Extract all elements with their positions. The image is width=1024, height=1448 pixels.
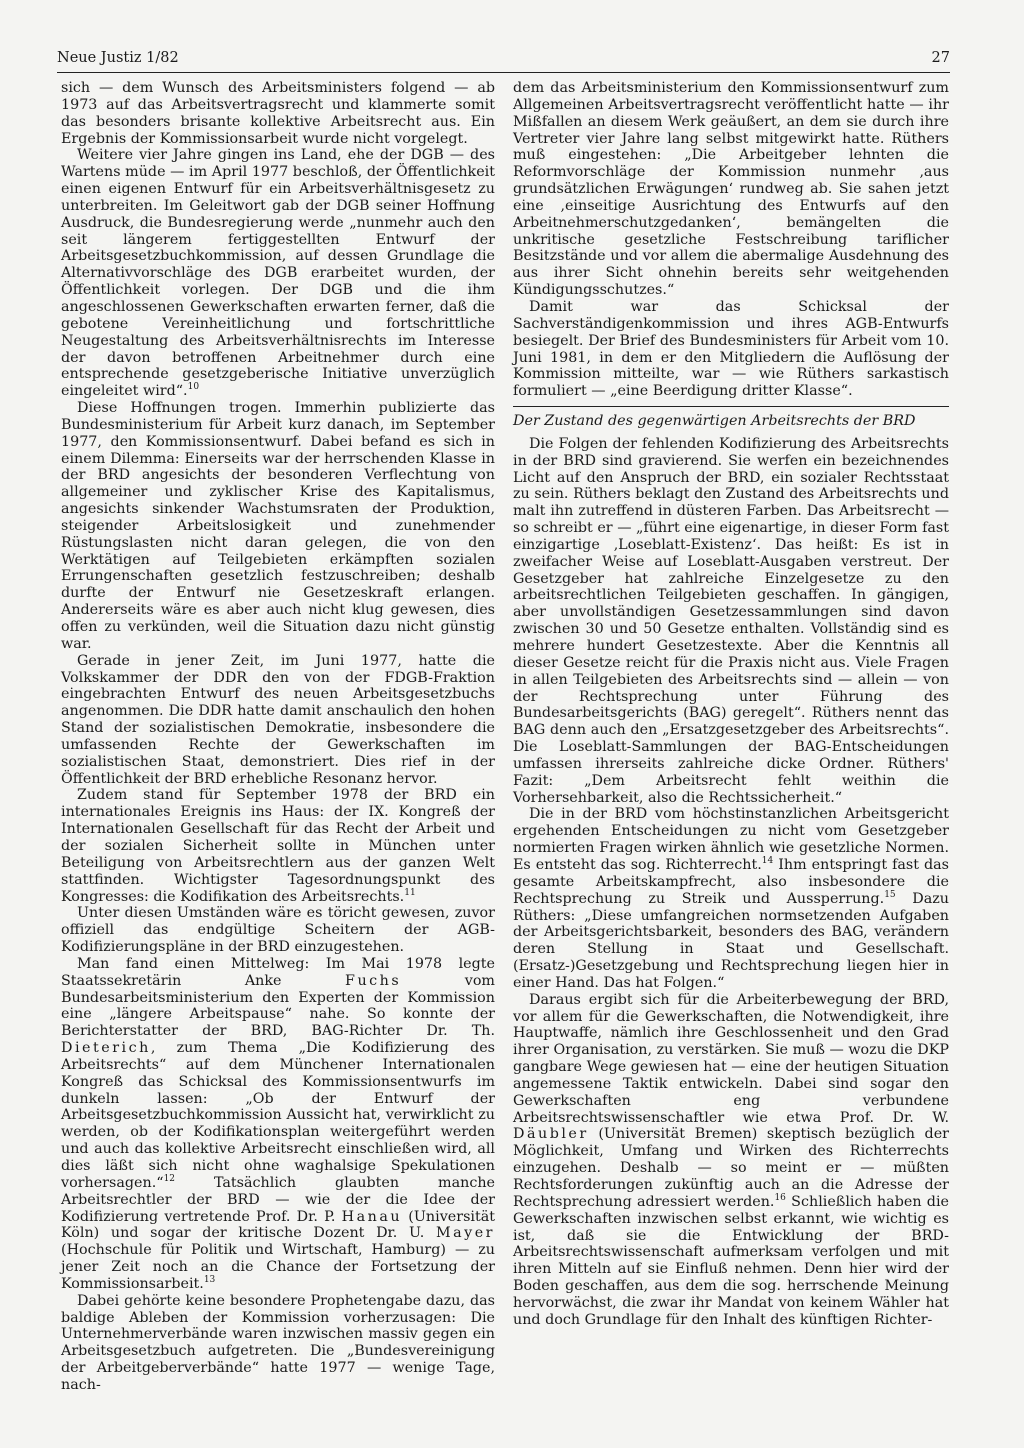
- footnote-ref: 15: [884, 889, 896, 900]
- paragraph: Diese Hoffnungen trogen. Immerhin publizierte das Bundesministerium für Arbeit kurz danach, im September 1977, den Kommissionsentwurf. Dabei befand es sich in einem Dilemma: Einerseits war der herrschenden Klasse in der BRD angesichts der besonderen Verflechtung von allgemeiner und zyklischer Krise des Kapitalismus, angesichts sinkender Wachstumsraten der Produktion, steigender Arbeitslosigkeit und zunehmender Rüstungslasten nicht daran gelegen, die von den Werktätigen auf Teilgebieten erkämpften sozialen Errungenschaften gesetzlich festzuschreiben; deshalb durfte der Entwurf nie Gesetzeskraft erlangen. Andererseits wäre es aber auch nicht klug gewesen, dies offen zu verkünden, weil die Situation dazu nicht günstig war.: [61, 400, 495, 652]
- paragraph-text: Tatsächlich glaubten manche Arbeitsrechtler der BRD — wie der die Idee der Kodifizierung vertretende Prof. Dr. P.: [61, 1174, 495, 1225]
- paragraph: Gerade in jener Zeit, im Juni 1977, hatte die Volkskammer der DDR den von der FDGB-Fraktion eingebrachten Entwurf des neuen Arbeitsgesetzbuchs angenommen. Die DDR hatte damit anschaulich den hohen Stand der sozialistischen Demokratie, insbesondere die umfassenden Rechte der Gewerkschaften im sozialistischen Staat, demonstriert. Dies rief in der Öffentlichkeit der BRD erhebliche Resonanz hervor.: [61, 652, 495, 787]
- paragraph: [61, 787, 495, 905]
- footnote-ref: 16: [774, 1193, 786, 1204]
- footnote-ref: 11: [404, 887, 416, 898]
- footnote-ref: 12: [163, 1174, 176, 1185]
- paragraph-text: Die in der BRD vom höchstinstanzlichen Arbeitsgericht ergehenden Entscheidungen zu nicht vom Gesetzgeber normierten Fragen wirken ähnlich wie gesetzliche Normen. Es entsteht das sog. Richterrecht.: [513, 806, 949, 873]
- paragraph-text: Daraus ergibt sich für die Arbeiterbewegung der BRD, vor allem für die Gewerkschaften, die Notwendigkeit, ihre Hauptwaffe, nämlich ihre Geschlossenheit und den Grad ihrer Organisation, zu verstärken. Sie muß — wozu die DKP gangbare Wege gewiesen hat — eine der heutigen Situation angemessene Taktik entwickeln. Dabei sind sogar den Gewerkschaften eng verbundene Arbeitsrechtswissenschaftler wie etwa Prof. Dr. W.: [513, 991, 949, 1126]
- paragraph-text: (Universität Bremen) skeptisch bezüglich der Möglichkeit, Umfang und Wirken des Richterrechts einzugehen. Deshalb — so meint er — müßten Rechtsforderungen zukünftig auch an die Adresse der Rechtsprechung adressiert werden.: [513, 1126, 949, 1210]
- person-name: Hanau: [341, 1208, 403, 1225]
- journal-title: Neue Justiz 1/82: [57, 50, 179, 66]
- paragraph-text: Zudem stand für September 1978 der BRD ein internationales Ereignis ins Haus: der IX. Kongreß der Internationalen Gesellschaft für das Recht der Arbeit und der sozialen Sicherheit sollte in München unter Beteiligung von Arbeitsrechtlern aus der ganzen Welt stattfinden. Wichtigster Tagesordnungspunkt des Kongresses: die Kodifikation des Arbeitsrechts.: [61, 787, 495, 905]
- paragraph: dem das Arbeitsministerium den Kommissionsentwurf zum Allgemeinen Arbeitsvertragsrecht veröffentlicht hatte — ihr Mißfallen an diesem Werk geäußert, an dem sie durch ihre Vertreter vier Jahre lang selbst mitgewirkt hatte. Rüthers muß eingestehen: „Die Arbeitgeber lehnten die Reformvorschläge der Kommission nunmehr ‚aus grundsätzlichen Erwägungen‘ rundweg ab. Sie sahen jetzt eine ‚einseitige Ausrichtung des Entwurfs auf den Arbeitnehmerschutzgedanken‘, bemängelten die unkritische gesetzliche Festschreibung tariflicher Besitzstände und vor allem die abermalige Ausdehnung des aus ihrer Sicht ohnehin bereits sehr weitgehenden Kündigungsschutzes.“: [513, 80, 949, 299]
- paragraph-text: Schließlich haben die Gewerkschaften inzwischen selbst erkannt, wie wichtig es ist, daß sie die Entwicklung der BRD-Arbeitsrechtswissenschaft aufmerksam verfolgen und mit ihren Mitteln auf sie Einfluß nehmen. Denn hier wird der Boden geschaffen, aus dem die sog. herrschende Meinung hervorwächst, die zwar ihr Mandat von keinem Wähler hat und doch Grundlage für den Inhalt des künftigen Richter-: [513, 1193, 949, 1328]
- paragraph-text: Weitere vier Jahre gingen ins Land, ehe der DGB — des Wartens müde — im April 1977 beschloß, der Öffentlichkeit einen eigenen Entwurf für ein Arbeitsverhältnisgesetz zu unterbreiten. Im Geleitwort gab der DGB seiner Hoffnung Ausdruck, die Bundesregierung werde „nunmehr auch den seit längerem fertiggestellten Entwurf der Arbeitsgesetzbuchkommission, auf dessen Grundlage die Alternativvorschläge des DGB erarbeitet wurden, der Öffentlichkeit vorlegen. Der DGB und die ihm angeschlossenen Gewerkschaften erwarten ferner, daß die gebotene Vereinheitlichung und fortschrittliche Neugestaltung des Arbeitsverhältnisrechts im Interesse der davon betroffenen Arbeitnehmer durch eine entsprechende gesetzgeberische Initiative unverzüglich eingeleitet wird“.: [61, 147, 495, 400]
- left-column: [61, 80, 495, 1394]
- paragraph-text: Man fand einen Mittelweg: Im Mai 1978 legte Staatssekretärin Anke: [61, 955, 495, 989]
- section-rule: [513, 406, 949, 407]
- section-heading: Der Zustand des gegenwärtigen Arbeitsrechts der BRD: [513, 413, 916, 430]
- header-rule: [57, 72, 950, 73]
- paragraph: [513, 806, 949, 991]
- paragraph: [513, 992, 949, 1329]
- paragraph-text: vom Bundesarbeitsministerium den Experten der Kommission eine „längere Arbeitspause“ nahe. So konnte der Berichterstatter der BRD, BAG-Richter Dr. Th.: [61, 972, 495, 1040]
- paragraph: [61, 956, 495, 1293]
- paragraph: sich — dem Wunsch des Arbeitsministers folgend — ab 1973 auf das Arbeitsvertragsrecht und klammerte somit das besonders brisante kollektive Arbeitsrecht aus. Ein Ergebnis der Kommissionsarbeit wurde nicht vorgelegt.: [61, 80, 495, 147]
- page-header: [57, 50, 950, 72]
- person-name: Dieterich: [61, 1040, 151, 1057]
- page-number: 27: [931, 50, 950, 66]
- paragraph-text: , zum Thema „Die Kodifizierung des Arbeitsrechts“ auf dem Münchener Internationalen Kongreß das Schicksal des Kommissionsentwurfs im dunkeln lassen: „Ob der Entwurf der Arbeitsgesetzbuchkommission Aussicht hat, verwirklicht zu werden, ob der Kodifikationsplan weitergeführt werden und auch das kollektive Arbeitsrecht einschließen wird, all dies läßt sich nicht ohne waghalsige Spekulationen vorhersagen.“: [61, 1040, 495, 1191]
- footnote-ref: 10: [187, 382, 200, 393]
- footnote-ref: 14: [761, 856, 774, 867]
- paragraph: Die Folgen der fehlenden Kodifizierung des Arbeitsrechts in der BRD sind gravierend. Sie werfen ein bezeichnendes Licht auf den Anspruch der BRD, ein sozialer Rechtsstaat zu sein. Rüthers beklagt den Zustand des Arbeitsrechts und malt ihn zutreffend in düsteren Farben. Das Arbeitsrecht — so schreibt er — „führt eine eigenartige, in dieser Form fast einzigartige ‚Loseblatt-Existenz‘. Das heißt: Es ist in zweifacher Weise auf Loseblatt-Ausgaben verstreut. Der Gesetzgeber hat zahlreiche Einzelgesetze zu den arbeitsrechtlichen Teilgebieten geschaffen. In gängigen, aber unvollständigen Gesetzessammlungen sind davon zwischen 30 und 50 Gesetze enthalten. Vollständig sind es mehrere hundert Gesetzestexte. Aber die Kenntnis all dieser Gesetze reicht für die Praxis nicht aus. Viele Fragen in allen Teilgebieten des Arbeitsrechts sind — allein — von der Rechtsprechung unter Führung des Bundesarbeitsgerichts (BAG) geregelt“. Rüthers nennt das BAG denn auch den „Ersatzgesetzgeber des Arbeitsrechts“. Die Loseblatt-Sammlungen der BAG-Entscheidungen umfassen ihrerseits zahlreiche dicke Ordner. Rüthers' Fazit: „Dem Arbeitsrecht fehlt weithin die Vorhersehbarkeit, also die Rechtssicherheit.“: [513, 435, 950, 806]
- paragraph: Unter diesen Umständen wäre es töricht gewesen, zuvor offiziell das endgültige Scheitern der AGB-Kodifizierungspläne in der BRD einzugestehen.: [61, 905, 495, 956]
- paragraph-text: Ihm entspringt fast das gesamte Arbeitskampfrecht, also insbesondere die Rechtsprechung zu Streik und Aussperrung.: [513, 856, 949, 907]
- person-name: Mayer: [435, 1225, 495, 1242]
- paragraph-text: (Universität Köln) und sogar der kritische Dozent Dr. U.: [61, 1208, 495, 1242]
- paragraph-text: Dazu Rüthers: „Diese umfangreichen normsetzenden Aufgaben der Arbeitsgerichtsbarkeit, besonders des BAG, verändern deren Stellung in Staat und Gesellschaft. (Ersatz-)Gesetzgebung und Rechtsprechung liegen hier in einer Hand. Das hat Folgen.“: [513, 890, 949, 991]
- paragraph: [61, 147, 495, 400]
- paragraph: Dabei gehörte keine besondere Prophetengabe dazu, das baldige Ableben der Kommission vorherzusagen: Die Unternehmerverbände waren inzwischen massiv gegen ein Arbeitsgesetzbuch aufgetreten. Die „Bundesvereinigung der Arbeitgeberverbände“ hatte 1977 — wenige Tage, nach-: [61, 1292, 495, 1393]
- footnote-ref: 13: [203, 1275, 216, 1286]
- right-column: [513, 80, 949, 1329]
- person-name: Däubler: [513, 1126, 589, 1143]
- person-name: Fuchs: [345, 972, 402, 989]
- paragraph-text: (Hochschule für Politik und Wirtschaft, Hamburg) — zu jener Zeit noch an die Chance der Fortsetzung der Kommissionsarbeit.: [61, 1242, 495, 1292]
- paragraph: Damit war das Schicksal der Sachverständigenkommission und ihres AGB-Entwurfs besiegelt. Der Brief des Bundesministers für Arbeit vom 10. Juni 1981, in dem er den Mitgliedern die Auflösung der Kommission mitteilte, war — wie Rüthers sarkastisch formuliert — „eine Beerdigung dritter Klasse“.: [513, 298, 949, 400]
